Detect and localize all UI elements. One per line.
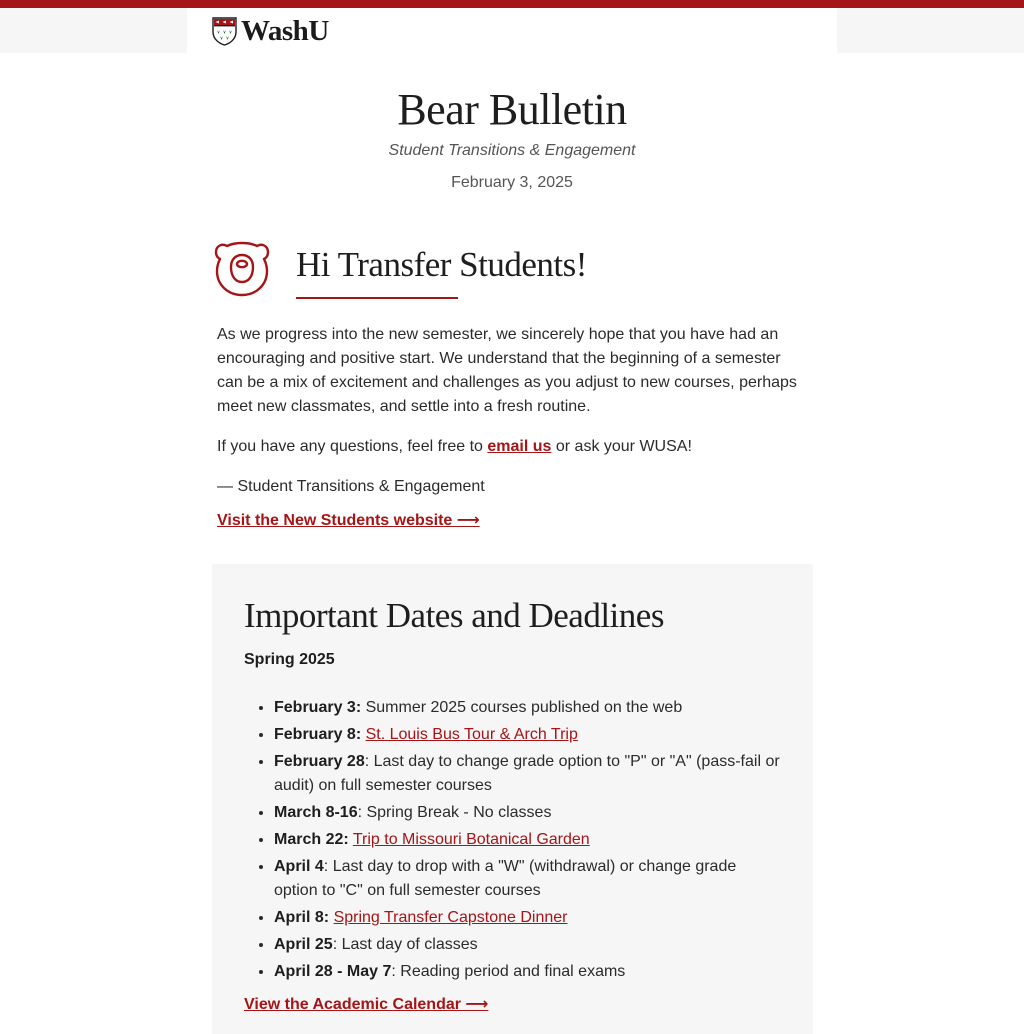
greeting-title: Hi Transfer Students! bbox=[296, 245, 587, 284]
dates-panel bbox=[212, 564, 813, 1034]
date-description: : Last day to drop with a "W" (withdrawal) or change grade option to "C" on full semester courses bbox=[274, 858, 737, 899]
contact-text-after: or ask your WUSA! bbox=[551, 438, 692, 455]
date-label: March 8-16 bbox=[274, 804, 358, 821]
washu-logo[interactable] bbox=[212, 16, 329, 46]
date-label: April 25 bbox=[274, 936, 333, 953]
title-underline bbox=[296, 297, 458, 299]
date-label: February 8: bbox=[274, 726, 362, 743]
email-us-link[interactable]: email us bbox=[487, 438, 552, 455]
capstone-dinner-link[interactable]: Spring Transfer Capstone Dinner bbox=[333, 909, 568, 926]
dates-title: Important Dates and Deadlines bbox=[244, 596, 664, 635]
date-label: April 8: bbox=[274, 909, 330, 926]
date-label: April 28 - May 7 bbox=[274, 963, 392, 980]
bus-tour-link[interactable]: St. Louis Bus Tour & Arch Trip bbox=[365, 726, 578, 743]
date-label: February 3: bbox=[274, 699, 362, 716]
date-item bbox=[274, 933, 784, 957]
brand-wordmark: WashU bbox=[241, 15, 329, 47]
date-item bbox=[274, 723, 784, 747]
date-description: : Spring Break - No classes bbox=[357, 804, 552, 821]
botanical-garden-link[interactable]: Trip to Missouri Botanical Garden bbox=[352, 831, 590, 848]
date-item bbox=[274, 828, 784, 852]
intro-body bbox=[217, 323, 809, 533]
date-description: : Last day to change grade option to "P" or "A" (pass-fail or audit) on full semester courses bbox=[274, 753, 780, 794]
bear-icon bbox=[213, 240, 271, 298]
issue-date: February 3, 2025 bbox=[451, 174, 573, 191]
season-label: Spring 2025 bbox=[244, 651, 335, 668]
contact-text-before: If you have any questions, feel free to bbox=[217, 438, 488, 455]
contact-paragraph bbox=[217, 435, 809, 459]
top-accent-bar bbox=[0, 0, 1024, 8]
new-students-website-link[interactable]: Visit the New Students website ⟶ bbox=[217, 512, 480, 529]
dates-list bbox=[244, 696, 784, 984]
date-label: March 22: bbox=[274, 831, 349, 848]
newsletter-subtitle: Student Transitions & Engagement bbox=[388, 142, 636, 159]
date-item bbox=[274, 801, 784, 825]
signature: — Student Transitions & Engagement bbox=[217, 478, 485, 495]
newsletter-title: Bear Bulletin bbox=[397, 85, 627, 134]
intro-paragraph: As we progress into the new semester, we sincerely hope that you have had an encouraging and positive start. We understand that the beginning of a semester can be a mix of excitement and challenges as you adjust to new courses, perhaps meet new classmates, and settle into a fresh routine. bbox=[217, 326, 797, 415]
date-item bbox=[274, 906, 784, 930]
greeting-header bbox=[213, 240, 813, 302]
date-description: Summer 2025 courses published on the web bbox=[361, 699, 683, 716]
date-description: : Reading period and final exams bbox=[391, 963, 626, 980]
date-description: : Last day of classes bbox=[332, 936, 478, 953]
date-item bbox=[274, 855, 784, 903]
date-item bbox=[274, 960, 784, 984]
academic-calendar-link[interactable]: View the Academic Calendar ⟶ bbox=[244, 996, 489, 1013]
shield-icon bbox=[212, 17, 237, 46]
date-item bbox=[274, 750, 784, 798]
date-item bbox=[274, 696, 784, 720]
date-label: February 28 bbox=[274, 753, 365, 770]
masthead bbox=[0, 82, 1024, 193]
date-label: April 4 bbox=[274, 858, 324, 875]
